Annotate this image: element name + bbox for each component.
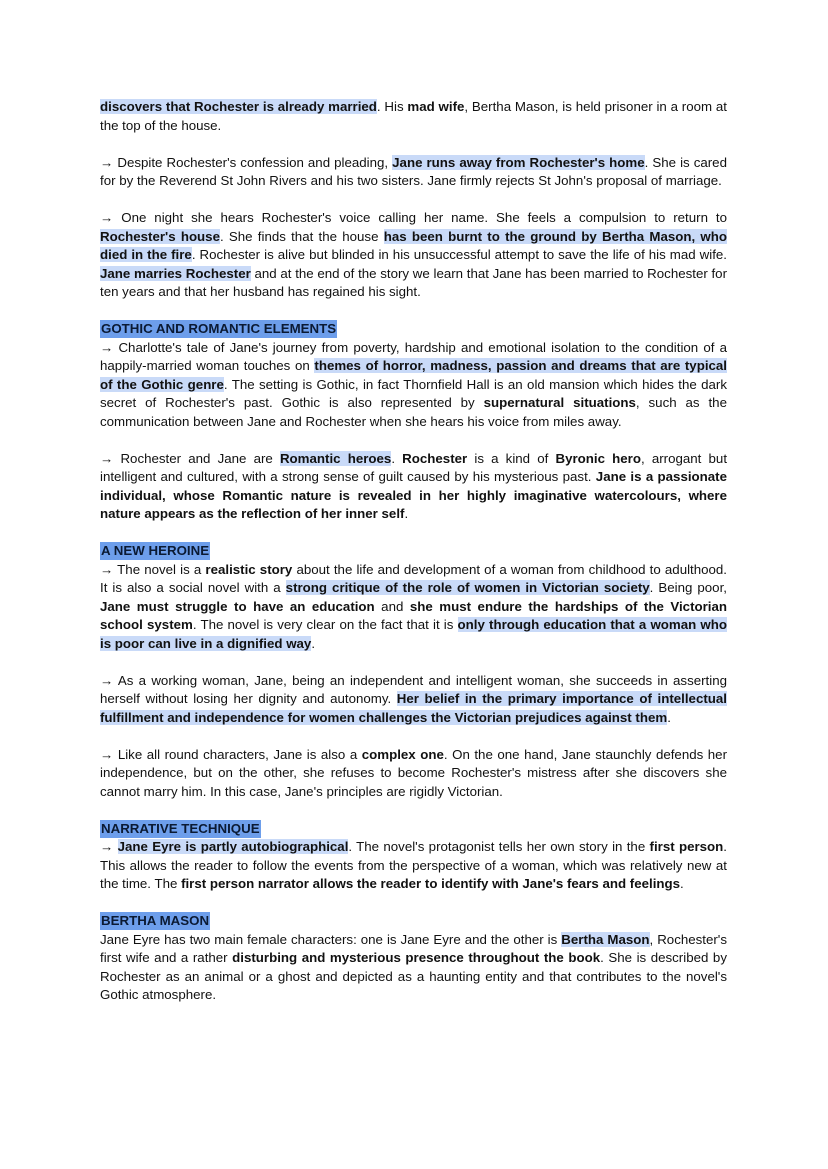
text-segment: → One night she hears Rochester's voice calling her name. She feels a compulsion to return to: [100, 210, 727, 225]
highlighted-text: Jane runs away from Rochester's home: [392, 154, 645, 170]
bold-text: Byronic hero: [555, 450, 641, 466]
text-segment: and: [374, 598, 410, 614]
text-segment: → Charlotte's tale of Jane's journey from poverty, hardship and emotional isolation to the condition of a happily-married woman touches on: [100, 339, 727, 373]
paragraph-return-to-rochester: [100, 209, 727, 302]
paragraph-romantic-heroes: [100, 450, 727, 524]
bold-text: complex one: [361, 746, 444, 762]
bold-text: Jane must struggle to have an education: [100, 598, 375, 614]
paragraph-gothic-themes: [100, 339, 727, 432]
text-segment: and at the end of the story we learn that Jane has been married to Rochester for ten years and that her husband has regained his sight.: [100, 265, 728, 299]
text-segment: . She is cared for by the Reverend St John Rivers and his two sisters. Jane firmly rejects St John's proposal of marriage.: [100, 154, 727, 188]
text-segment: .: [667, 709, 671, 725]
text-segment: → Despite Rochester's confession and pleading,: [100, 154, 393, 170]
text-segment: → Rochester and Jane are: [100, 450, 280, 466]
highlighted-text: Rochester's house: [100, 228, 220, 244]
highlighted-text: Romantic heroes: [279, 450, 392, 466]
highlighted-text: has been burnt to the ground by Bertha Mason, who died in the fire: [100, 228, 727, 262]
bold-text: Jane is a passionate individual, whose Romantic nature is revealed in her highly imaginative watercolours, where nature appears as the reflection of her inner self: [100, 469, 728, 521]
highlighted-text: discovers that Rochester is already married: [100, 99, 377, 114]
heading-gothic-romantic: GOTHIC AND ROMANTIC ELEMENTS: [101, 321, 337, 336]
paragraph-complex-character: [100, 746, 727, 802]
heading-new-heroine: A NEW HEROINE: [101, 543, 210, 558]
text-segment: , Rochester's first wife and a rather: [100, 931, 727, 965]
text-segment: .: [311, 635, 316, 651]
paragraph-jane-runs-away: [100, 154, 727, 191]
bold-text: disturbing and mysterious presence throughout the book: [232, 950, 601, 965]
text-segment: . His: [376, 99, 408, 114]
heading-narrative-technique: NARRATIVE TECHNIQUE: [101, 820, 260, 836]
bold-text: first person narrator allows the reader to identify with Jane's fears and feelings: [181, 876, 681, 891]
highlighted-text: Her belief in the primary importance of intellectual fulfillment and independence for women challenges the Victorian prejudices against them: [100, 691, 727, 725]
text-segment: . Rochester is alive but blinded in his unsuccessful attempt to save the life of his mad wife.: [191, 247, 727, 262]
text-segment: . The novel is very clear on the fact that it is: [192, 617, 458, 632]
text-segment: . This allows the reader to follow the events from the perspective of a woman, which was relatively new at the time. The: [100, 839, 727, 891]
text-segment: → The novel is a: [100, 561, 206, 577]
text-segment: . Being poor,: [649, 580, 727, 595]
text-segment: . The novel's protagonist tells her own story in the: [348, 839, 650, 854]
bold-text: supernatural situations: [483, 395, 636, 410]
paragraph-rochester-married: [100, 98, 727, 135]
paragraph-working-woman: [100, 672, 727, 728]
text-segment: . She is described by Rochester as an animal or a ghost and depicted as a haunting entity and that contributes to the novel's Gothic atmosphere.: [100, 950, 727, 1002]
highlighted-text: only through education that a woman who is poor can live in a dignified way: [100, 617, 727, 651]
highlighted-text: Jane marries Rochester: [100, 265, 251, 281]
highlighted-text: Jane Eyre is partly autobiographical: [117, 839, 349, 854]
text-segment: → Like all round characters, Jane is also a: [100, 746, 362, 762]
text-segment: . The setting is Gothic, in fact Thornfield Hall is an old mansion which hides the dark secret of Rochester's past. Gothic is also represented by: [100, 376, 727, 410]
text-segment: , arrogant but intelligent and cultured, with a strong sense of guilt caused by his mysterious past.: [100, 450, 728, 484]
text-segment: →: [100, 839, 118, 854]
text-segment: Jane Eyre has two main female characters: one is Jane Eyre and the other is: [100, 931, 562, 947]
paragraph-autobiographical: [100, 838, 727, 894]
text-segment: about the life and development of a woman from childhood to adulthood. It is also a social novel with a: [100, 561, 728, 595]
text-segment: → As a working woman, Jane, being an independent and intelligent woman, she succeeds in asserting herself without losing her dignity and autonomy.: [100, 672, 727, 706]
highlighted-text: strong critique of the role of women in Victorian society: [285, 580, 650, 595]
text-segment: is a kind of: [467, 450, 556, 466]
text-segment: , Bertha Mason, is held prisoner in a room at the top of the house.: [100, 99, 727, 133]
bold-text: first person: [649, 839, 724, 854]
highlighted-text: themes of horror, madness, passion and dreams that are typical of the Gothic genre: [100, 358, 728, 392]
text-segment: .: [391, 450, 403, 466]
highlighted-text: Bertha Mason: [561, 931, 650, 947]
text-segment: . She finds that the house: [219, 228, 384, 244]
text-segment: . On the one hand, Jane staunchly defends her independence, but on the other, she refuses to become Rochester's mistress after she discovers she cannot marry him. In this case, Jane's principles are rigidly Victorian.: [100, 746, 728, 799]
bold-text: she must endure the hardships of the Victorian school system: [100, 598, 728, 632]
bold-text: realistic story: [205, 561, 293, 577]
heading-bertha-mason: BERTHA MASON: [101, 913, 210, 928]
bold-text: Rochester: [402, 450, 468, 466]
text-segment: , such as the communication between Jane and Rochester when she hears his voice from miles away.: [100, 395, 727, 429]
bold-text: mad wife: [407, 99, 465, 114]
text-segment: .: [404, 506, 409, 521]
paragraph-bertha-mason: [100, 931, 727, 1005]
text-segment: .: [680, 876, 684, 891]
paragraph-realistic-story: [100, 561, 727, 654]
